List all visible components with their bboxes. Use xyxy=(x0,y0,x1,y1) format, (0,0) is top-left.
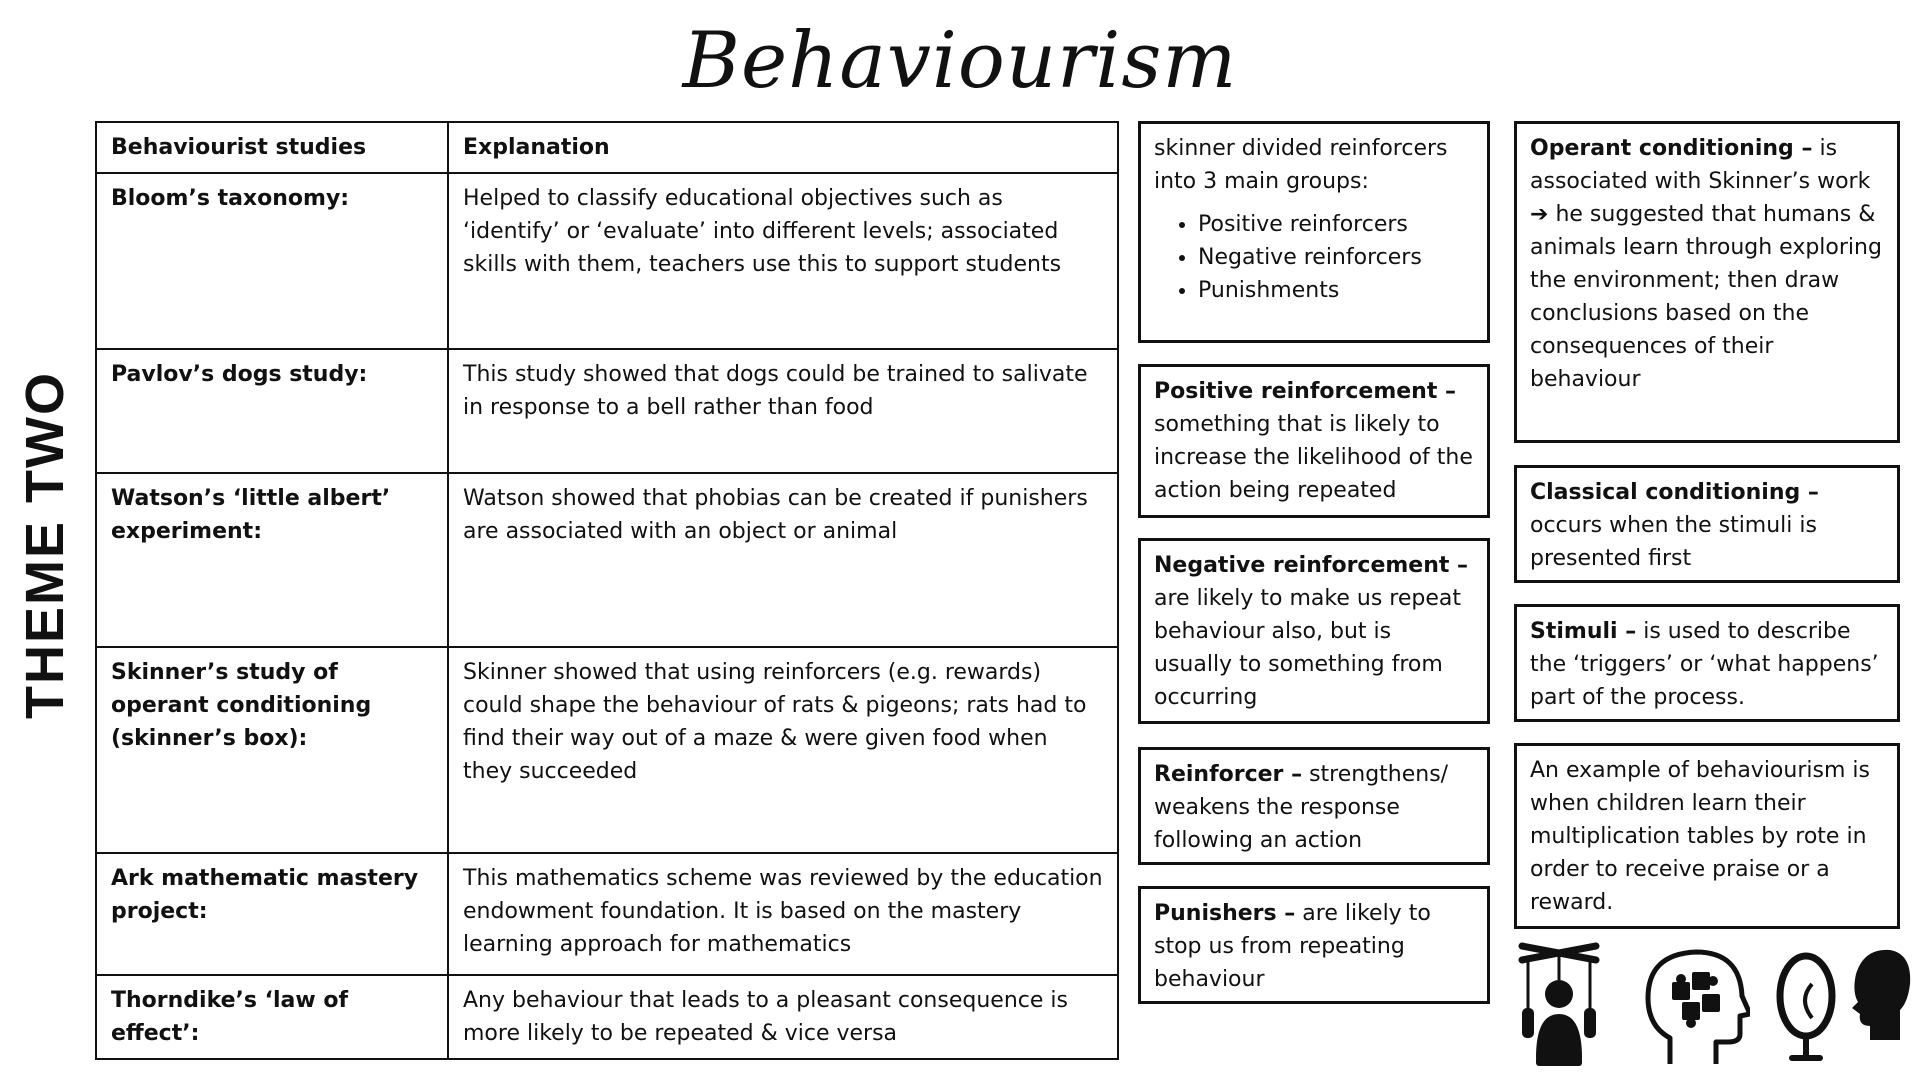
list-item: • Negative reinforcers xyxy=(1198,241,1474,274)
arrow-icon: ➔ xyxy=(1530,202,1549,227)
studies-table xyxy=(95,121,1119,1060)
column-header: Behaviourist studies xyxy=(96,122,448,173)
classical-conditioning-box xyxy=(1514,465,1900,583)
term: Punishers – xyxy=(1154,901,1296,926)
study-explanation: Watson showed that phobias can be created if punishers are associated with an object or animal xyxy=(448,473,1118,647)
study-explanation: This study showed that dogs could be trained to salivate in response to a bell rather than food xyxy=(448,349,1118,473)
brain-puzzle-icon xyxy=(1640,942,1750,1070)
study-name: Ark mathematic mastery project: xyxy=(96,853,448,975)
term: Operant conditioning – xyxy=(1530,136,1813,161)
groups-intro: skinner divided reinforcers into 3 main groups: xyxy=(1154,136,1448,194)
table-row xyxy=(96,349,1118,473)
definition: are likely to make us repeat behaviour also, but is usually to something from occurring xyxy=(1154,586,1461,710)
punishers-box xyxy=(1138,886,1490,1004)
study-explanation: This mathematics scheme was reviewed by the education endowment foundation. It is based on the mastery learning approach for mathematics xyxy=(448,853,1118,975)
stimuli-box xyxy=(1514,604,1900,722)
term: Negative reinforcement – xyxy=(1154,553,1469,578)
table-header-row xyxy=(96,122,1118,173)
study-name: Pavlov’s dogs study: xyxy=(96,349,448,473)
groups-list xyxy=(1154,208,1474,307)
term: Positive reinforcement – xyxy=(1154,379,1457,404)
definition: occurs when the stimuli is presented first xyxy=(1530,513,1817,571)
study-explanation: Helped to classify educational objectives such as ‘identify’ or ‘evaluate’ into different levels; associated skills with them, teachers use this to support students xyxy=(448,173,1118,349)
table-row xyxy=(96,647,1118,853)
negative-reinforcement-box xyxy=(1138,538,1490,724)
study-explanation: Any behaviour that leads to a pleasant consequence is more likely to be repeated & vice versa xyxy=(448,975,1118,1059)
puppet-icon xyxy=(1514,940,1604,1070)
operant-conditioning-box xyxy=(1514,121,1900,443)
positive-reinforcement-box xyxy=(1138,364,1490,518)
list-item: • Punishments xyxy=(1198,274,1474,307)
definition: is used to describe the ‘triggers’ or ‘what happens’ part of the process. xyxy=(1530,619,1879,710)
definition: strengthens/ weakens the response following an action xyxy=(1154,762,1449,853)
study-name: Thorndike’s ‘law of effect’: xyxy=(96,975,448,1059)
page-title: Behaviourism xyxy=(682,16,1238,106)
reinforcer-groups-box xyxy=(1138,121,1490,343)
study-name: Skinner’s study of operant conditioning (skinner’s box): xyxy=(96,647,448,853)
example-text: An example of behaviourism is when children learn their multiplication tables by rote in order to receive praise or a reward. xyxy=(1530,758,1870,915)
definition: is associated with Skinner’s work xyxy=(1530,136,1871,194)
definition: are likely to stop us from repeating behaviour xyxy=(1154,901,1431,992)
theme-label: THEME TWO xyxy=(15,370,75,719)
definition-continued: he suggested that humans & animals learn through exploring the environment; then draw conclusions based on the consequences of their behaviour xyxy=(1530,202,1882,392)
table-row xyxy=(96,975,1118,1059)
column-header: Explanation xyxy=(448,122,1118,173)
example-box xyxy=(1514,743,1900,929)
study-name: Watson’s ‘little albert’ experiment: xyxy=(96,473,448,647)
study-explanation: Skinner showed that using reinforcers (e.g. rewards) could shape the behaviour of rats & pigeons; rats had to find their way out of a maze & were given food when they succeeded xyxy=(448,647,1118,853)
list-item: • Positive reinforcers xyxy=(1198,208,1474,241)
term: Reinforcer – xyxy=(1154,762,1303,787)
table-row xyxy=(96,473,1118,647)
mirror-head-icon xyxy=(1772,944,1912,1069)
term: Stimuli – xyxy=(1530,619,1637,644)
reinforcer-box xyxy=(1138,747,1490,865)
definition: something that is likely to increase the likelihood of the action being repeated xyxy=(1154,412,1473,503)
table-row xyxy=(96,853,1118,975)
study-name: Bloom’s taxonomy: xyxy=(96,173,448,349)
table-row xyxy=(96,173,1118,349)
term: Classical conditioning – xyxy=(1530,480,1819,505)
